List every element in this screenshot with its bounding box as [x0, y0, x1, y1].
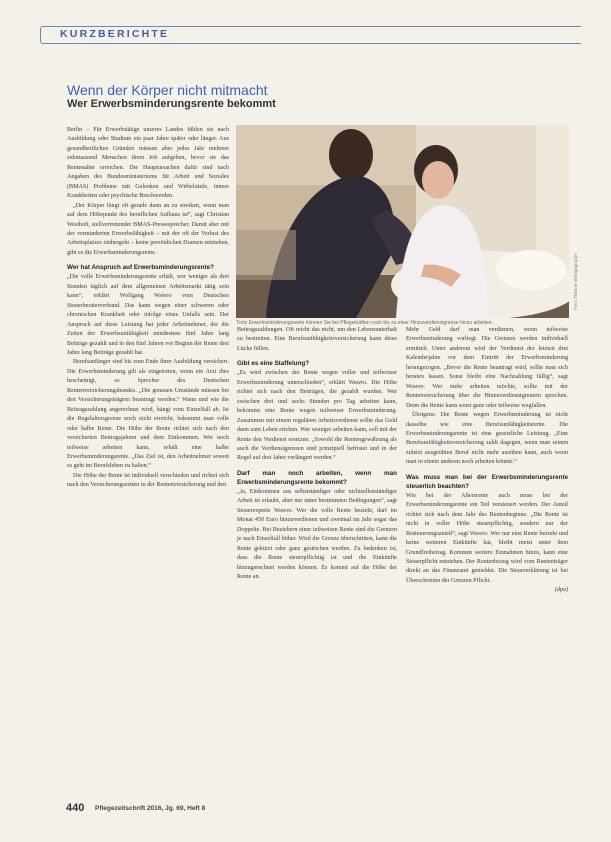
- text-column-3: [406, 326, 568, 596]
- photo-credit: Foto: Thieme Verlagsgruppe: [573, 253, 578, 310]
- paragraph: Beitragszahlungen. Oft reicht das nicht, um den Lebensunterhalt zu bestreiten. Eine Berufsunfähigkeitsversicherung kann diese Lücke füllen.: [237, 327, 397, 352]
- paragraph: Mehr Geld darf man verdienen, wenn teilweise Erwerbsminderung vorliegt. Die Grenzen werden individuell ermittelt. Unter anderem wird der Verdienst der letzten drei Kalenderjahre vor dem Eintritt der Erwerbsminderung herangezogen. „Bevor die Rente beantragt wird, sollte man sich beraten lassen. Sonst bleibt eine Nachzahlung fällig“, sagt Wawro. Wer mehr arbeiten möchte, sollte mit der Rentenversicherung über die Hinzuverdienstgrenzen sprechen. Denn die Rente kann sonst ganz oder teilweise wegfallen.: [406, 327, 568, 409]
- paragraph: „Es wird zwischen der Rente wegen voller und teilweiser Erwerbsminderung unterschieden“, erklärt Wawro. Die Höhe richtet sich nach den Beiträgen, die gezahlt wurden. Wer zwischen drei und sechs Stunden pro Tag arbeiten kann, bekommt eine Rente wegen teilweiser Erwerbsminderung. Zusammen mit einem regulären Arbeitsverdienst sollte das Geld dann zum Leben reichen. Wer weniger arbeiten kann, soll mit der Rente den Verdienst ersetzen. „Sowohl die Rentengewährung als auch die Verdienstgrenzen sind prinzipiell befristet und in der Regel auf drei Jahre verlängert werden.“: [237, 370, 397, 462]
- paragraph: Übrigens: Die Rente wegen Erwerbsminderung ist nicht dasselbe wie eine Berufsunfähigkeitsrente. Die Erwerbsminderungsrente ist eine gesetzliche Leistung. „Eine Berufsunfähigkeitsversicherung zahlt dagegen, wenn man seinen zuletzt ausgeübten Beruf nicht mehr ausüben kann, auch wenn man in einem anderen noch arbeiten könnte.“: [406, 412, 568, 466]
- paragraph: „Der Körper fängt oft gerade dann an zu streiken, wenn man auf dem Höhepunkt des beruflichen Aufbaus ist“, sagt Christian Westholt, stellvertretender BMAS-Pressesprecher. Damit aber mit der verminderten Erwerbsfähigkeit – mit der oft der Verlust des Arbeitsplatzes einhergeht – keine persönlichen Dramen entstehen, gibt es die Erwerbsminderungsrente.: [67, 202, 229, 256]
- paragraph: Wie bei der Altersrente auch muss bei der Erwerbsminderungsrente ein Teil versteuert werden. Der Anteil richtet sich nach dem Jahr des Rentenbeginns. „Die Rente ist nicht in voller Höhe steuerpflichtig, sondern nur der Besteuerungsanteil“, sagt Wawro. Wer nur eine Rente bezieht und keine weiteren Einkünfte hat, bleibt meist unter dem Grundfreibetrag. Kommen weitere Einnahmen hinzu, kann eine Steuerpflicht entstehen. Der Rentenbezug wird vom Rententräger direkt an das Finanzamt gemeldet. Die Steuererklärung ist bei Überschreiten der Grenzen Pflicht.: [406, 492, 568, 584]
- section-heading: Gibt es eine Staffelung?: [237, 360, 310, 368]
- page-number: 440: [66, 802, 85, 814]
- section-heading: Darf man noch arbeiten, wenn man Erwerbsminderungsrente bekommt?: [237, 469, 397, 486]
- article-title: Wenn der Körper nicht mitmacht: [67, 82, 268, 98]
- photo-caption: Trotz Erwerbsminderungsrente können Sie bei Pflegekräften noch bis zu einer Hinzuverdienstgrenze hinzu arbeiten.: [236, 320, 493, 326]
- paragraph: Berufsanfänger sind bis zum Ende ihrer Ausbildung versichert. Die Erwerbsminderung gilt als eingetreten, wenn ein Arzt dies bescheinigt, so Sprecher des Deutschen Rentenversicherungsbundes. „Die genauen Umstände müssen bei den Versicherungsträgern beantragt werden.“ Wann und wie die Beitragszahlung angerechnet wird, hängt vom Einzelfall ab. Ist die Regelaltersgrenze noch nicht erreicht, bekommt man volle oder halbe Rente. Die Höhe der Rente richtet sich nach den versicherten Beitragsjahren und dem Einkommen. Wer noch teilweise arbeiten kann, erhält eine halbe Erwerbsminderungsrente. „Das Ziel ist, den Arbeitnehmer soweit es geht im Berufsleben zu halten.“: [67, 359, 229, 470]
- author-signature: (dpa): [554, 587, 568, 594]
- article-subtitle: Wer Erwerbsminderungsrente bekommt: [67, 98, 276, 110]
- text-column-1: [67, 126, 229, 491]
- paragraph: „Die volle Erwerbsminderungsrente erhält, wer weniger als drei Stunden täglich auf dem allgemeinen Arbeitsmarkt tätig sein kann“, erklärt Wolfgang Wawro vom Deutschen Steuerberaterverband. Das kann wegen einer schweren oder chronischen Krankheit oder infolge eines Unfalls sein. Der Anspruch auf diese Leistung hat jeder Arbeitnehmer, der die Zeiten der Erwerbsunfähigkeit mindestens fünf Jahre lang Beiträge gezahlt und in den fünf Jahren vor Beginn der Rente drei Jahre lang Beiträge gezahlt hat.: [67, 274, 229, 356]
- paragraph: „Ja, Einkommen aus selbstständiger oder nichtselbstständiger Arbeit ist erlaubt, aber nur unter bestimmten Bedingungen“, sagt Steuerexperte Wawro. Wer die volle Rente bezieht, darf im Monat 450 Euro hinzuverdienen und zweimal im Jahr sogar das Doppelte. Bei Beziehern einer teilweisen Rente sind die Grenzen je nach Einzelfall höher. Wird die Grenze überschritten, kann die Rente gekürzt oder ganz gestrichen werden. Zu bedenken ist, dass die Rente steuerpflichtig ist und die Einkünfte hinzugerechnet werden können. Es kommt auf die Höhe der Rente an.: [237, 488, 397, 580]
- section-heading: Was muss man bei der Erwerbsminderungsrente steuerlich beachten?: [406, 473, 568, 490]
- article-photo: [236, 125, 569, 318]
- section-heading: Wer hat Anspruch auf Erwerbsminderungsrente?: [67, 264, 214, 272]
- paragraph: Berlin – Für Erwerbstätige unseres Landes fühlen sie nach Ausbildung oder Studium ein paar Jahre später oder länger. Aus gesundheitlichen Gründen müssen aber jedes Jahr mehrere zehntausend Menschen ihren Job aufgeben, bevor sie das Rentenalter erreichen. Die Hauptursachen dafür sind nach Angaben des Bundesministeriums für Arbeit und Soziales (BMAS) Probleme mit Gelenken und Wirbelsäule, innere Krankheiten oder psychische Beschwerden.: [67, 127, 229, 200]
- photo-illustration: [236, 125, 569, 318]
- journal-citation: Pflegezeitschrift 2016, Jg. 69, Heft 8: [95, 805, 206, 812]
- section-label: KURZBERICHTE: [60, 28, 170, 40]
- text-column-2: [237, 326, 397, 582]
- paragraph: Die Höhe der Rente ist individuell verschieden und richtet sich nach den Versicherungszeiten in der Rentenversicherung und den: [67, 472, 229, 489]
